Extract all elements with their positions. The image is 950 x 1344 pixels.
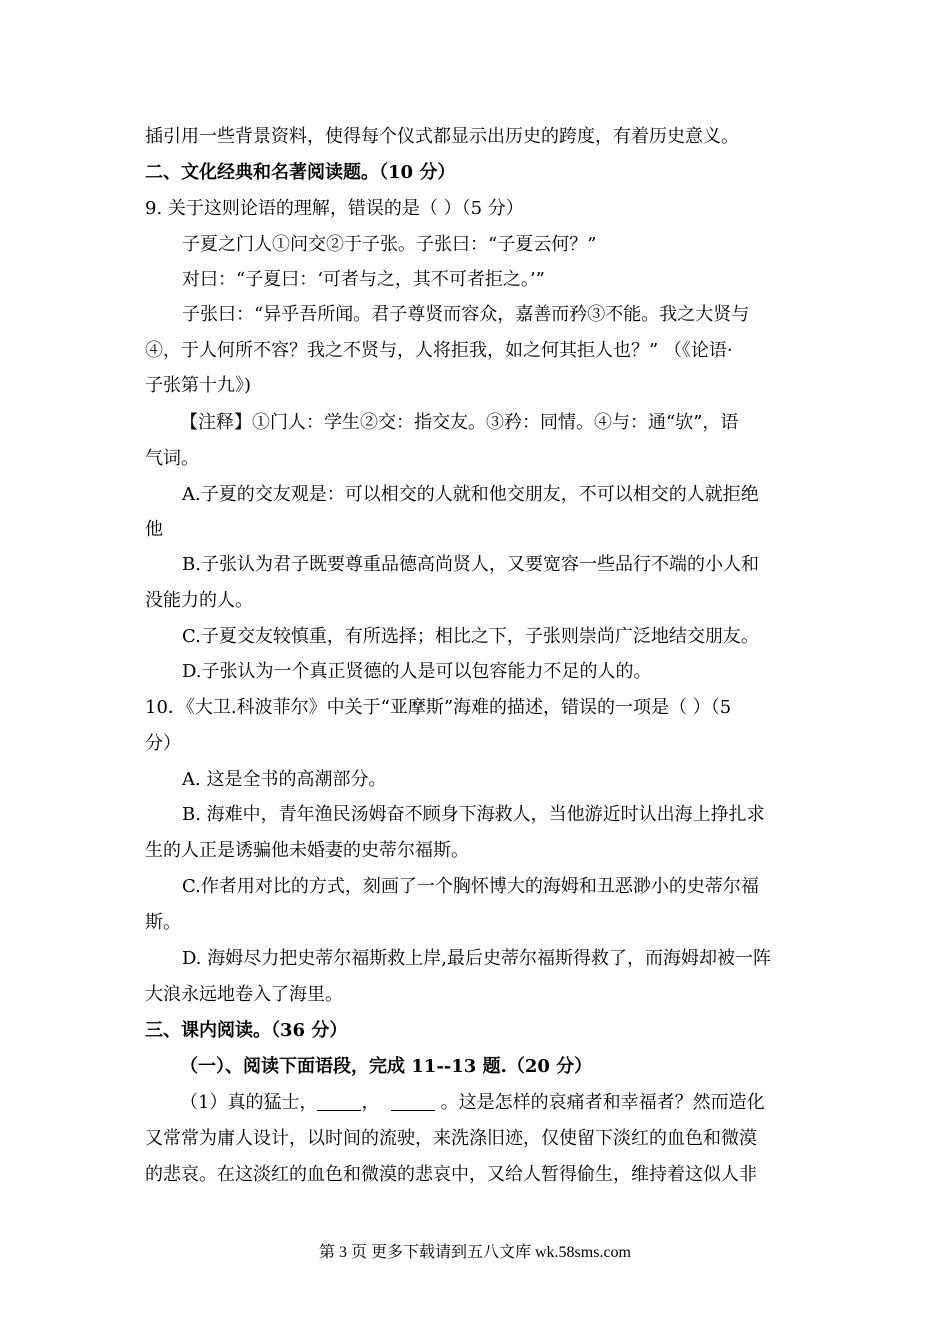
option-10-c-cont: 斯。	[145, 912, 181, 933]
question-10: 10．《大卫.科波菲尔》中关于“亚摩斯”海难的描述，错误的一项是（ ）（5	[145, 697, 732, 718]
option-10-d: D. 海姆尽力把史蒂尔福斯救上岸,最后史蒂尔福斯得救了，而海姆却被一阵	[182, 948, 771, 969]
option-9-b: B.子张认为君子既要尊重品德高尚贤人，又要宽容一些品行不端的小人和	[182, 554, 759, 575]
annotation-line: 气词。	[145, 448, 199, 469]
question-10-cont: 分）	[145, 733, 181, 754]
reading-line: 的悲哀。在这淡红的血色和微漠的悲哀中，又给人暂得偷生，维持着这似人非	[145, 1164, 757, 1185]
option-9-d: D.子张认为一个真正贤德的人是可以包容能力不足的人的。	[182, 661, 652, 682]
option-10-c: C.作者用对比的方式，刻画了一个胸怀博大的海姆和丑恶渺小的史蒂尔福	[182, 876, 759, 897]
blank-1	[317, 1092, 361, 1111]
subsection-heading: （一）、阅读下面语段，完成 11--13 题.（20 分）	[180, 1056, 593, 1077]
option-10-d-cont: 大浪永远地卷入了海里。	[145, 984, 343, 1005]
section-heading-3: 三、课内阅读。（36 分）	[145, 1020, 348, 1041]
option-10-a: A. 这是全书的高潮部分。	[182, 769, 387, 790]
passage-line: ④，于人何所不容？我之不贤与，人将拒我，如之何其拒人也？” （《论语·	[145, 340, 733, 361]
option-9-b-cont: 没能力的人。	[145, 590, 253, 611]
option-9-a-cont: 他	[145, 519, 163, 540]
passage-line: 对曰：“子夏曰：‘可者与之，其不可者拒之。’”	[182, 269, 545, 290]
option-10-b: B. 海难中，青年渔民汤姆奋不顾身下海救人，当他游近时认出海上挣扎求	[182, 804, 765, 825]
passage-line: 子夏之门人①问交②于子张。子张曰：“子夏云何？”	[182, 234, 597, 255]
reading-text: 。这是怎样的哀痛者和幸福者？然而造化	[440, 1092, 765, 1113]
section-heading-2: 二、文化经典和名著阅读题。（10 分）	[145, 162, 456, 183]
reading-line: 又常常为庸人设计，以时间的流驶，来洗涤旧迹，仅使留下淡红的血色和微漠	[145, 1128, 757, 1149]
option-9-c: C.子夏交友较慎重，有所选择；相比之下，子张则崇尚广泛地结交朋友。	[182, 626, 759, 647]
reading-text: （1）真的猛士，	[180, 1092, 318, 1113]
blank-2	[391, 1092, 435, 1111]
reading-text: ，	[361, 1092, 380, 1113]
option-10-b-cont: 生的人正是诱骗他未婚妻的史蒂尔福斯。	[145, 840, 469, 861]
text-line: 插引用一些背景资料，使得每个仪式都显示出历史的跨度，有着历史意义。	[145, 126, 739, 147]
page-footer: 第 3 页 更多下载请到五八文库 wk.58sms.com	[318, 1244, 631, 1261]
passage-line: 子张曰：“异乎吾所闻。君子尊贤而容众，嘉善而矜③不能。我之大贤与	[182, 304, 750, 325]
annotation-line: 【注释】①门人：学生②交：指交友。③矜：同情。④与：通“欤”，语	[180, 412, 739, 433]
reading-line	[180, 1091, 810, 1115]
option-9-a: A.子夏的交友观是：可以相交的人就和他交朋友，不可以相交的人就拒绝	[182, 484, 759, 505]
question-9: 9. 关于这则论语的理解，错误的是（ ）（5 分）	[145, 198, 524, 219]
passage-source: 子张第十九》)	[145, 375, 252, 396]
